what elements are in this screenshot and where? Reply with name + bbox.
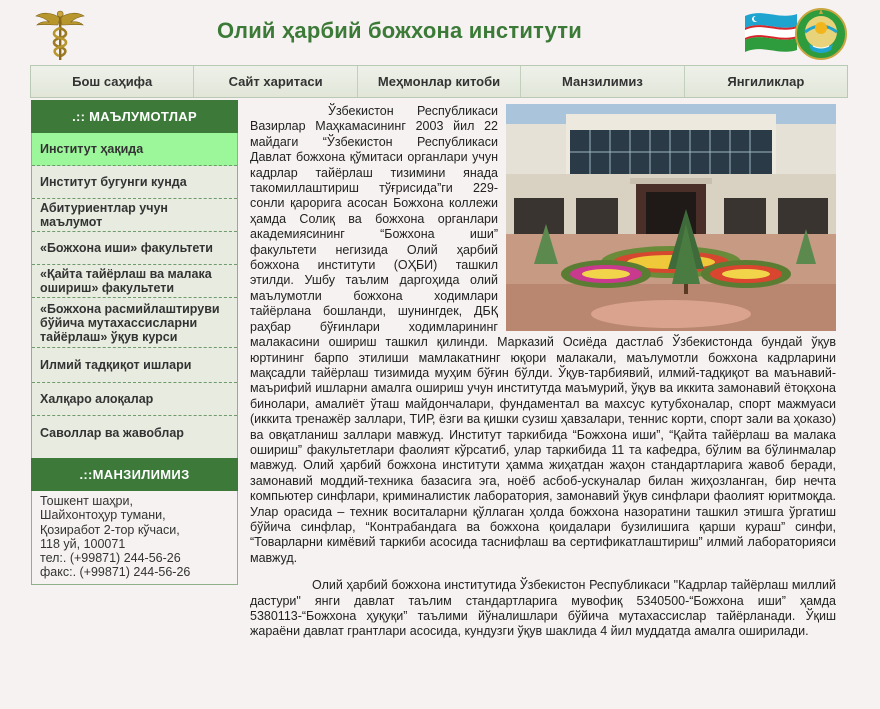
address-fax: факс:. (+99871) 244-56-26: [40, 565, 191, 580]
uzbekistan-flag-emblem-icon: [743, 6, 849, 62]
sidebar-item-faq[interactable]: Саволлар ва жавоблар: [40, 426, 184, 440]
address-block: [31, 458, 238, 585]
caduceus-logo-icon[interactable]: [34, 8, 86, 62]
main-content: [250, 104, 836, 640]
address-line: Тошкент шаҳри,: [40, 494, 133, 508]
nav-home[interactable]: Бош саҳифа: [31, 66, 194, 97]
sidebar-item-about[interactable]: Институт ҳақида: [32, 133, 237, 166]
institute-building-photo: [506, 104, 836, 331]
nav-guestbook[interactable]: Меҳмонлар китоби: [358, 66, 521, 97]
sidebar-item-today[interactable]: Институт бугунги кунда: [32, 166, 237, 199]
top-navigation: [30, 65, 848, 98]
sidebar-item-applicants[interactable]: Абитуриентлар учун маълумот: [32, 199, 237, 232]
sidebar-item-customs-faculty[interactable]: «Божхона иши» факультети: [32, 232, 237, 265]
sidebar-address-heading: .::МАНЗИЛИМИЗ: [31, 458, 238, 491]
nav-news[interactable]: Янгиликлар: [685, 66, 847, 97]
programs-paragraph: Олий ҳарбий божхона институтида Ўзбекистон Республикаси "Кадрлар тайёрлаш миллий дастури" янги давлат таълим стандартларига мувофиқ 5340500-“Божхона иши” ҳамда 5380113-“Божхона ҳуқуқи” таълими йўналишлари бўйича мутахассислар тайёрланади. Ўқиш жараёни давлат грантлари асосида, кундузги ўқув шаклида 4 йил муддатда амалга оширилади.: [250, 578, 836, 639]
sidebar-item-training-course[interactable]: «Божхона расмийлаштируви бўйича мутахассисларни тайёрлаш» ўқув курси: [32, 298, 237, 348]
address-line: Қозиработ 2-тор кўчаси,: [40, 522, 180, 537]
address-phone: тел:. (+99871) 244-56-26: [40, 551, 181, 566]
sidebar-item-international[interactable]: Халқаро алоқалар: [32, 383, 237, 416]
address-line: Шайхонтоҳур тумани,: [40, 508, 166, 523]
intro-paragraph: Ўзбекистон Республикаси Вазирлар Маҳкамасининг 2003 йил 22 майдаги “Ўзбекистон Республикаси Давлат божхона қўмитаси органлари учун кадрлар тайёрлаш тизимини янада такомиллаштириш тўғрисида”ги 229-сонли қарорига асосан Божхона коллежи ҳамда Солиқ ва божхона органлари академиясининг “Божхона иши” факультети негизида Олий ҳарбий божхона институти (ОҲБИ) ташкил этилди. Ушбу таълим даргоҳида олий маълумотли божхона ходимлари тайёрлана бошланди, шунингдек, ДБҚ раҳбар бўғинлари ходимларининг малакасини ошириш ташкил қилинди. Марказий Осиёда дастлаб Ўзбекистонда бундай ўқув юртининг барпо этилиши мамлакатнинг юқори малакали, маълумотли божхона кадрларини мақсадли тайёрлаш тизимида муҳим бўғин бўлди. Ўқув-тарбиявий, илмий-тадқиқот ва маънавий-маърифий ишларни амалга ошириш учун институтда маъмурий, ўқув ва иккита замонавий ётоқхона бинолари, амалиёт ўташ майдончалари, фундаментал ва махсус кутубхоналар, спорт мажмуаси (иккита тренажёр заллари, ТИР, ёзги ва қишки сузиш ҳавзалари, теннис корти, спорт зали ва ҳоказо) ва овқатланиш заллари мавжуд. Институт таркибида “Божхона иши”, “Қайта тайёрлаш ва малака ошириш” факультетлари фаолият кўрсатиб, улар таркибида 11 та кафедра, бўлим ва бўлинмалар мавжуд. Олий ҳарбий божхона институти ҳамма жиҳатдан жаҳон стандартларига жавоб беради, замонавий моддий-техника базасига эга, ноёб асбоб-ускуналар билан жиҳозланган, бир нечта компьютер синфлари, криминалистик лаборатория, замонавий ўқув синфлари фаолият юритмоқда. Улар орасида – техник воситаларни қўллаган ҳолда божхона назоратини ташкил этишга ўргатиш бўйича синфлар, “Контрабандага ва божхона қоидалари бузилишига қарши кураш” синфи, “Товарларни кимёвий таркиби асосида таснифлаш ва сертификатлаштириш” илмий лабораторияси мавжуд.: [250, 104, 836, 565]
sidebar-menu: [31, 133, 238, 473]
sidebar-item-research[interactable]: Илмий тадқиқот ишлари: [32, 348, 237, 383]
sidebar-info-heading: .:: МАЪЛУМОТЛАР: [31, 100, 238, 133]
header: [0, 0, 880, 64]
sidebar-item-retraining-faculty[interactable]: «Қайта тайёрлаш ва малака ошириш» факультети: [32, 265, 237, 298]
page-title: Олий ҳарбий божхона институти: [217, 18, 582, 43]
address-box: [31, 491, 238, 585]
nav-sitemap[interactable]: Сайт харитаси: [194, 66, 357, 97]
nav-address[interactable]: Манзилимиз: [521, 66, 684, 97]
address-line: 118 уй, 100071: [40, 536, 126, 551]
sidebar: [31, 100, 238, 473]
